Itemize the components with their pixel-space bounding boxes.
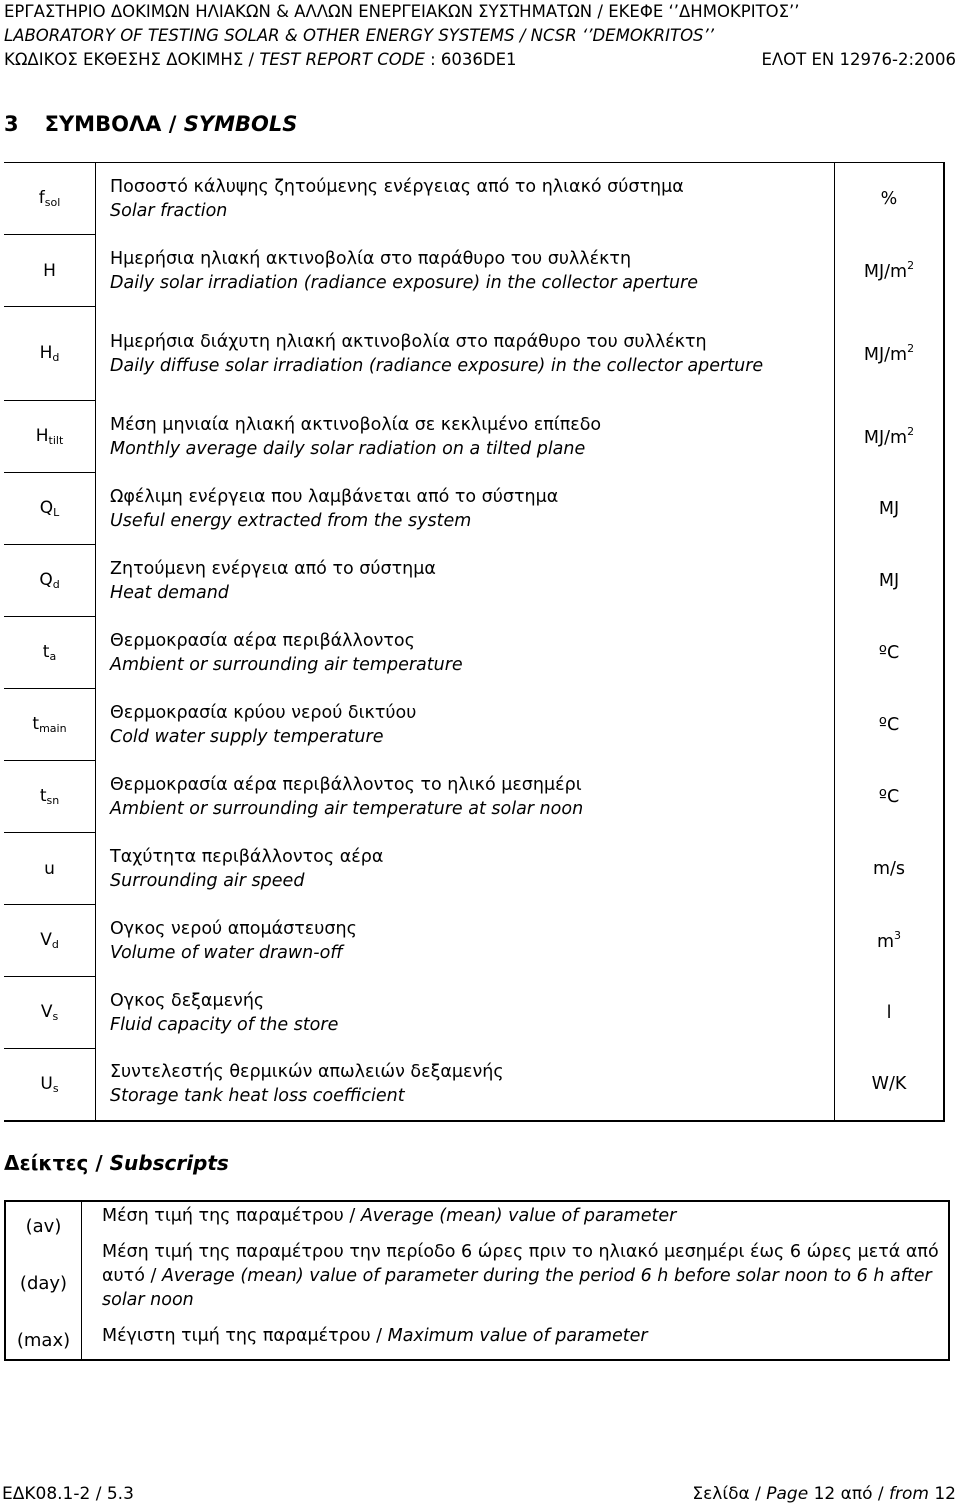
symbol-base: V [40,930,52,950]
symbol-cell [4,617,96,689]
subscript-keys-column [5,1201,82,1360]
symbol-base: Q [39,570,53,590]
subscript-desc-day-english: Average (mean) value of parameter during the period 6 h before solar noon to 6 h after solar noon [102,1266,932,1310]
unit-text: % [880,188,898,209]
subscript-key-day: (day) [19,1273,68,1294]
symbol-unit [835,833,945,905]
standard-code: ΕΛΟΤ ΕΝ 12976-2:2006 [761,50,956,69]
symbol-base: u [44,858,55,879]
report-code-label-english: TEST REPORT CODE [259,50,425,69]
symbol-unit [835,163,945,235]
symbol-cell [4,977,96,1049]
section-heading [4,112,297,136]
symbol-cell [4,689,96,761]
footer-page-label-english: Page [766,1484,809,1504]
subscript-desc-day-greek: Μέση τιμή της παραμέτρου την περίοδο 6 ώρες πριν το ηλιακό μεσημέρι έως 6 ώρες μετά από αυτό / [102,1242,939,1286]
symbol-description-greek: Συντελεστής θερμικών απωλειών δεξαμενής [110,1062,504,1082]
symbol-description [96,617,835,689]
subscript-desc-max-english: Maximum value of parameter [387,1326,648,1346]
symbol-subscript: d [51,938,59,951]
unit-text: ºC [878,642,900,663]
symbol-subscript: sol [44,196,61,209]
symbol-row [4,401,944,473]
unit-text: MJ/m [863,262,908,282]
symbol-description [96,545,835,617]
unit-text: MJ [878,570,900,591]
symbol-description [96,401,835,473]
symbol-description [96,307,835,401]
symbol-unit [835,905,945,977]
symbol-cell [4,163,96,235]
symbol-description-greek: Ογκος νερού απομάστευσης [110,918,357,939]
symbol-row [4,617,944,689]
symbol-subscript: d [52,351,60,364]
symbol-description [96,163,835,235]
symbol-description-greek: Μέση μηνιαία ηλιακή ακτινοβολία σε κεκλιμένο επίπεδο [110,414,602,435]
subscripts-heading-greek: Δείκτες / [4,1151,110,1175]
symbol-description [96,977,835,1049]
symbol-subscript: s [52,1010,59,1023]
symbol-description-greek: Ογκος δεξαμενής [110,990,265,1011]
symbol-row [4,1049,944,1121]
symbol-description [96,473,835,545]
symbol-description-greek: Ποσοστό κάλυψης ζητούμενης ενέργειας από το ηλιακό σύστημα [110,176,684,197]
symbol-unit [835,617,945,689]
unit-text: MJ/m [863,428,908,448]
subscript-descriptions-column [82,1201,950,1360]
symbol-description [96,761,835,833]
symbol-row [4,833,944,905]
symbol-description-greek: Ημερήσια ηλιακή ακτινοβολία στο παράθυρο του συλλέκτη [110,248,632,269]
symbol-subscript: L [53,506,60,519]
header-report-code [4,50,956,70]
header-lab-name-english: LABORATORY OF TESTING SOLAR & OTHER ENERGY SYSTEMS / NCSR ‘’DEMOKRITOS’’ [4,26,715,45]
subscript-desc-max-greek: Μέγιστη τιμή της παραμέτρου / [102,1326,388,1346]
footer-page-current: 12 από / [808,1484,890,1504]
unit-text: W/K [871,1074,907,1094]
symbol-base: t [42,642,50,662]
footer-document-code: ΕΔΚ08.1-2 / 5.3 [2,1484,134,1504]
symbol-cell [4,545,96,617]
symbols-table [4,162,945,1122]
symbol-unit [835,977,945,1049]
symbol-description-english: Ambient or surrounding air temperature at solar noon [110,798,584,819]
symbol-cell [4,235,96,307]
symbol-unit [835,545,945,617]
symbol-cell [4,833,96,905]
subscripts-heading-english: Subscripts [109,1151,229,1175]
subscript-desc-av [102,1202,948,1228]
symbol-unit [835,473,945,545]
symbol-subscript: sn [46,794,60,807]
unit-text: m [876,932,895,952]
symbol-description [96,689,835,761]
symbol-description-greek: Ταχύτητα περιβάλλοντος αέρα [110,846,384,867]
subscript-desc-day [102,1228,948,1312]
symbol-description-english: Volume of water drawn-off [110,942,343,963]
symbol-description-greek: Ημερήσια διάχυτη ηλιακή ακτινοβολία στο παράθυρο του συλλέκτη [110,331,707,352]
symbol-unit [835,689,945,761]
unit-text: ºC [878,714,900,735]
symbol-unit [835,307,945,401]
symbol-description-english: Cold water supply temperature [110,726,384,747]
symbol-unit [835,235,945,307]
symbol-description [96,1049,835,1121]
symbol-cell [4,473,96,545]
footer-from-label-english: from [889,1484,929,1504]
symbol-description-english: Storage tank heat loss coefficient [110,1086,405,1106]
symbol-description-greek: Θερμοκρασία αέρα περιβάλλοντος το ηλικό μεσημέρι [110,774,582,795]
symbol-subscript: tilt [48,434,64,447]
symbol-row [4,545,944,617]
symbol-cell [4,1049,96,1121]
symbol-base: Q [39,498,54,518]
symbol-description-english: Heat demand [110,582,229,603]
section-title-english: SYMBOLS [183,112,298,136]
unit-superscript: 2 [907,342,915,355]
unit-text: MJ [878,498,900,519]
subscript-desc-av-greek: Μέση τιμή της παραμέτρου / [102,1206,361,1226]
symbol-base: t [32,714,40,734]
unit-text: m/s [872,858,906,879]
symbol-description-greek: Θερμοκρασία κρύου νερού δικτύου [110,702,417,723]
symbol-row [4,905,944,977]
unit-superscript: 2 [907,259,915,272]
symbol-description-english: Daily diffuse solar irradiation (radiance exposure) in the collector aperture [110,355,764,376]
subscripts-table [4,1200,950,1361]
symbol-subscript: a [49,650,57,663]
symbol-base: U [40,1073,53,1094]
unit-superscript: 2 [907,425,915,438]
symbol-base: f [38,188,45,208]
symbol-cell [4,905,96,977]
symbol-row [4,689,944,761]
symbol-description-english: Daily solar irradiation (radiance exposure) in the collector aperture [110,272,699,293]
report-code-label-greek: ΚΩΔΙΚΟΣ ΕΚΘΕΣΗΣ ΔΟΚΙΜΗΣ / [4,50,260,69]
symbol-description-english: Useful energy extracted from the system [110,510,472,531]
symbol-row [4,761,944,833]
subscripts-row [5,1201,949,1360]
unit-text: l [886,1002,892,1023]
unit-text: ºC [878,786,900,807]
subscript-desc-av-english: Average (mean) value of parameter [360,1206,677,1226]
symbol-unit [835,401,945,473]
subscripts-heading [4,1151,229,1175]
subscript-key-max: (max) [16,1330,71,1351]
symbol-cell [4,307,96,401]
symbol-description [96,833,835,905]
symbol-subscript: d [52,578,60,591]
unit-text: MJ/m [863,345,908,365]
symbol-base: H [35,426,49,446]
section-title-greek: ΣΥΜΒΟΛΑ / [44,112,184,136]
symbol-description-greek: Ωφέλιμη ενέργεια που λαμβάνεται από το σύστημα [110,486,559,507]
symbol-row [4,163,944,235]
symbol-row [4,977,944,1049]
symbol-unit [835,1049,945,1121]
symbol-base: V [40,1002,53,1022]
symbol-description-english: Fluid capacity of the store [110,1014,339,1035]
footer-page-label-greek: Σελίδα / [692,1484,767,1504]
symbol-base: H [39,343,53,363]
symbol-description-english: Solar fraction [110,200,228,221]
symbol-subscript: s [52,1081,59,1095]
symbol-row [4,473,944,545]
subscript-key-av: (av) [25,1216,62,1237]
symbol-description-english: Ambient or surrounding air temperature [110,654,463,675]
footer-page-number [692,1484,956,1504]
symbol-description-greek: Ζητούμενη ενέργεια από το σύστημα [110,558,436,579]
unit-superscript: 3 [894,929,902,942]
symbol-unit [835,761,945,833]
subscript-desc-max [102,1312,948,1348]
symbol-cell [4,401,96,473]
report-code-value: : 6036DE1 [424,50,517,69]
symbol-description [96,905,835,977]
symbol-row [4,235,944,307]
symbol-subscript: main [39,722,67,735]
symbol-base: t [39,786,47,806]
symbol-description-english: Surrounding air speed [110,870,305,891]
header-lab-name-greek: ΕΡΓΑΣΤΗΡΙΟ ΔΟΚΙΜΩΝ ΗΛΙΑΚΩΝ & ΑΛΛΩΝ ΕΝΕΡΓΕΙΑΚΩΝ ΣΥΣΤΗΜΑΤΩΝ / ΕΚΕΦΕ ‘’ΔΗΜΟΚΡΙΤΟΣ’’ [4,2,800,21]
symbol-description [96,235,835,307]
symbol-cell [4,761,96,833]
symbol-description-english: Monthly average daily solar radiation on a tilted plane [110,438,586,459]
symbol-row [4,307,944,401]
footer-page-total: 12 [928,1484,956,1504]
symbol-description-greek: Θερμοκρασία αέρα περιβάλλοντος [110,630,415,651]
symbol-base: H [43,260,56,281]
section-number: 3 [4,112,19,136]
